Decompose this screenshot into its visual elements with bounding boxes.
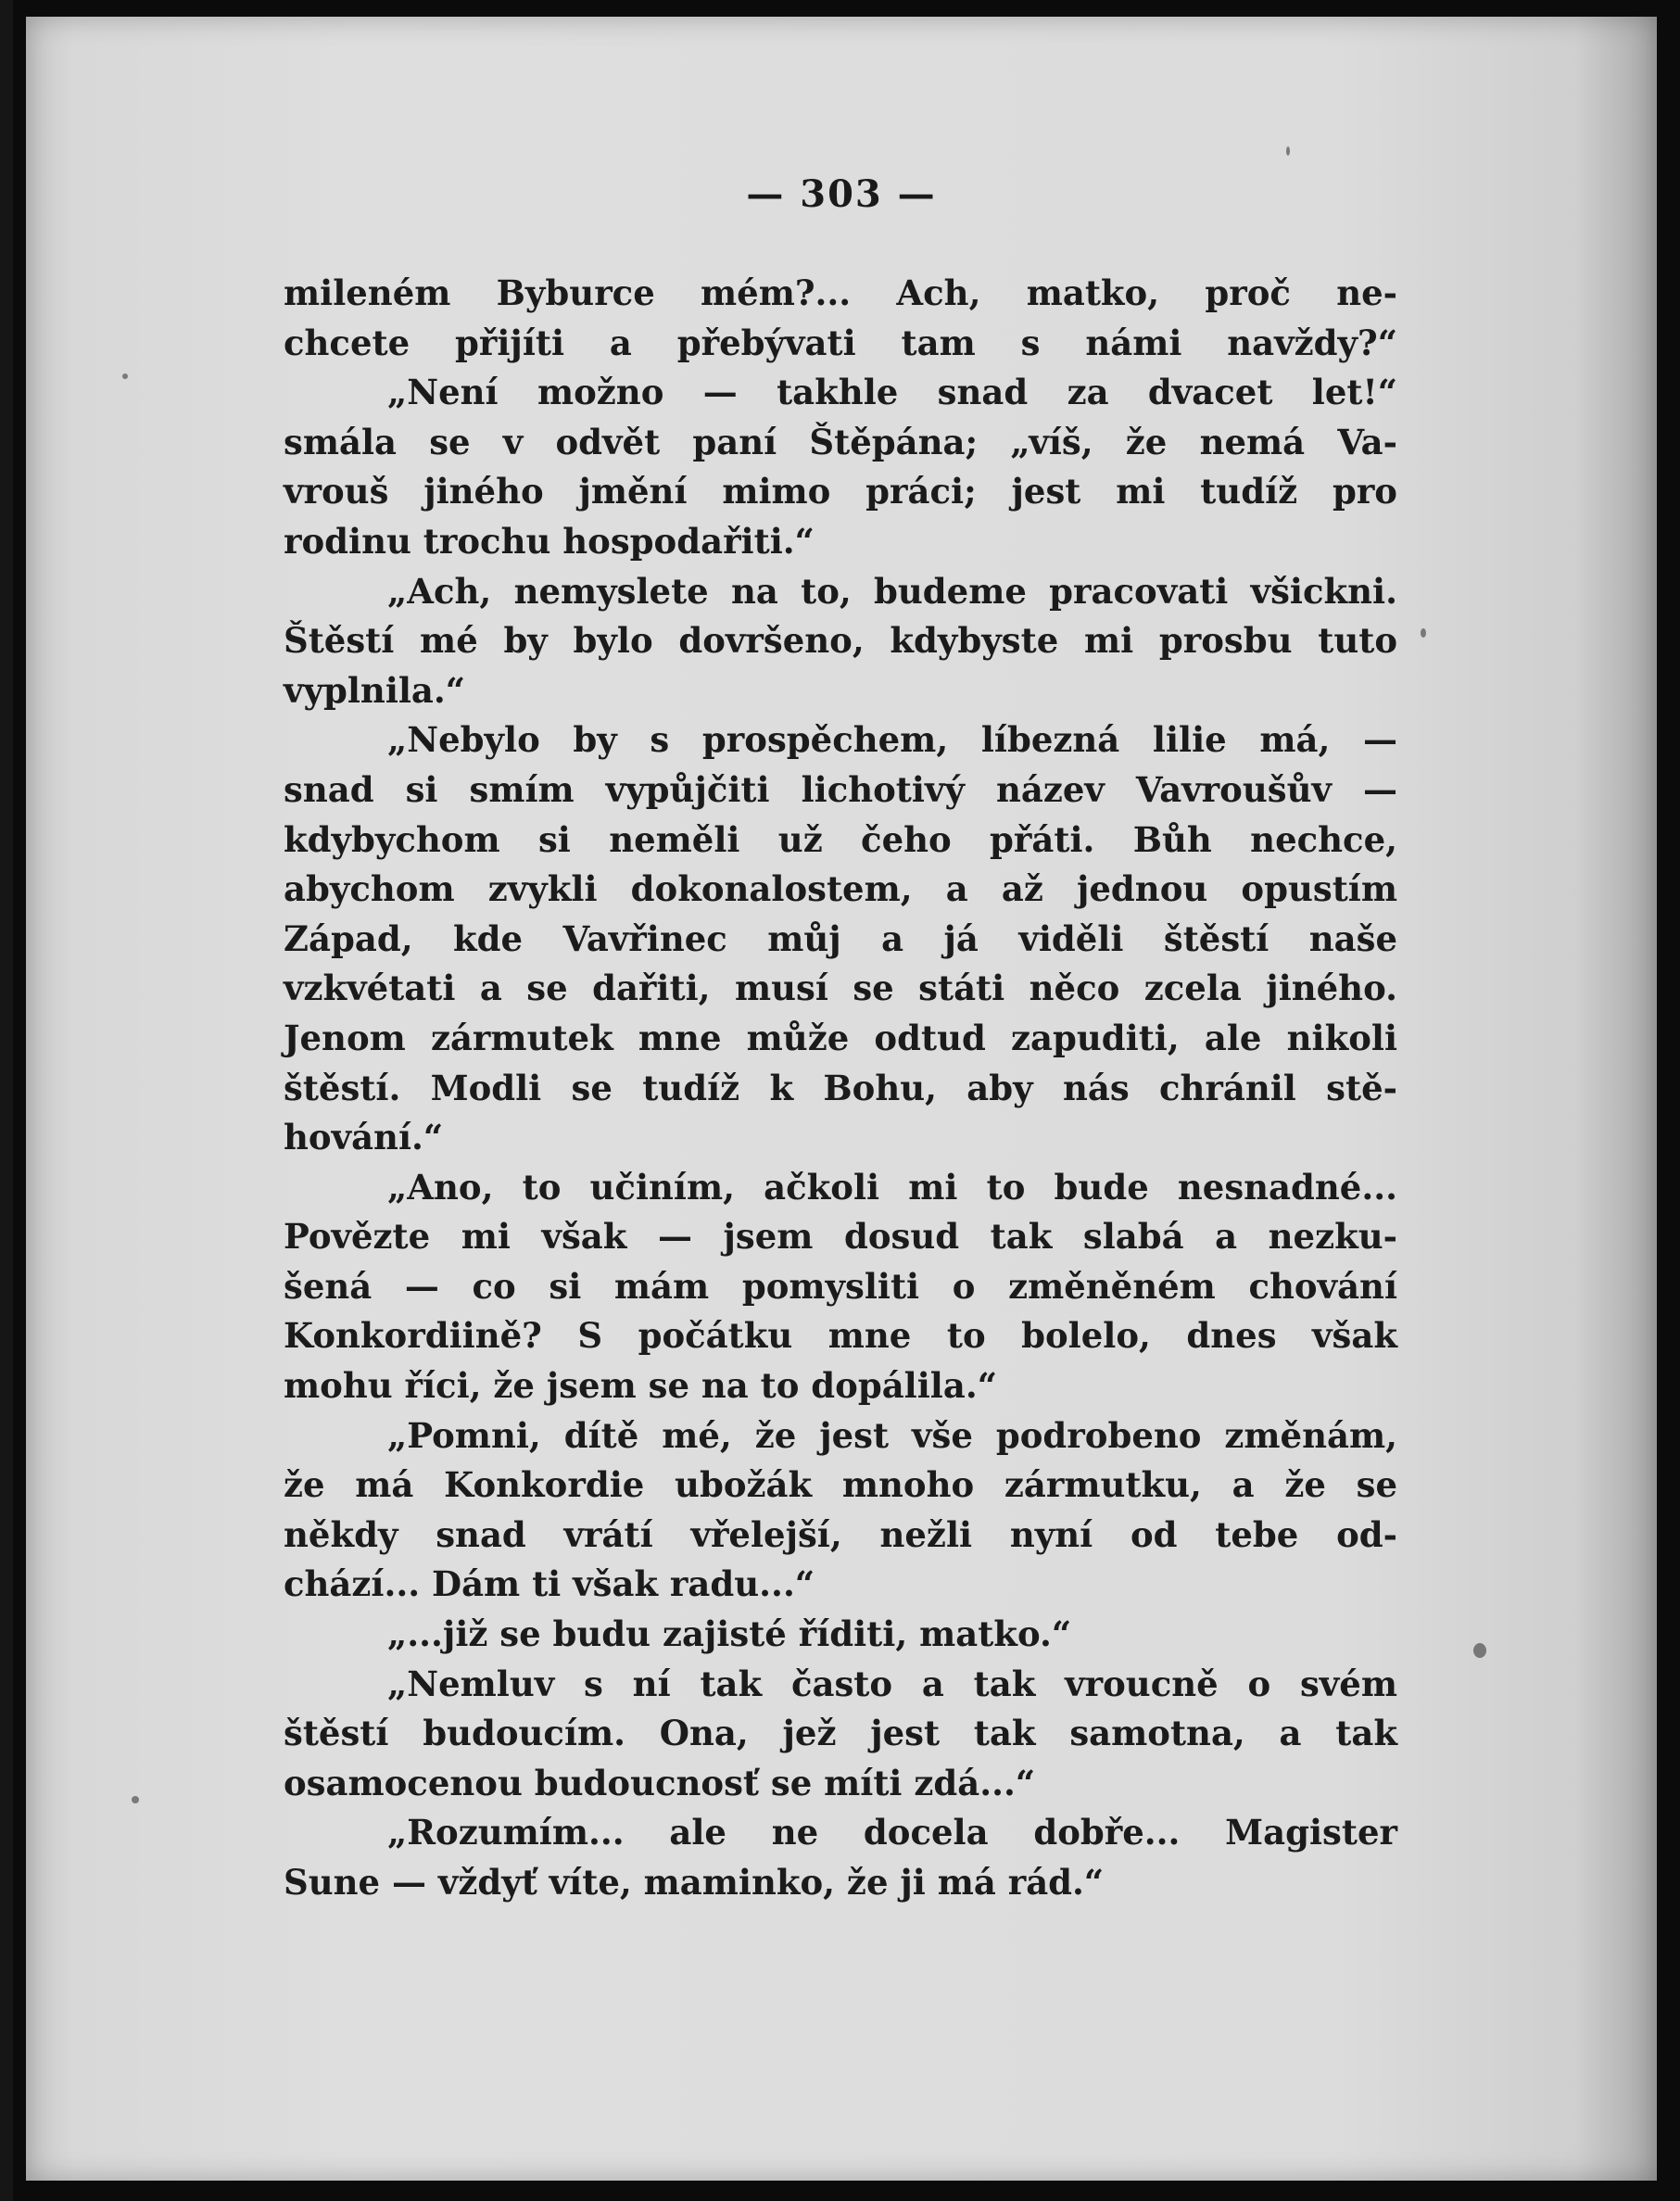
text-line: „Nemluv s ní tak často a tak vroucně o svém xyxy=(387,1663,1397,1704)
paper-speck xyxy=(1421,628,1426,638)
text-line: Konkordiině? S počátku mne to bolelo, dnes však xyxy=(284,1315,1397,1357)
text-line: Západ, kde Vavřinec můj a já viděli štěstí naše xyxy=(284,917,1397,959)
text-line: abychom zvykli dokonalostem, a až jednou opustím xyxy=(284,868,1397,910)
book-page xyxy=(26,17,1657,2181)
text-line: „Není možno — takhle snad za dvacet let!“ xyxy=(387,372,1397,413)
text-line: štěstí budoucím. Ona, jež jest tak samotna, a tak xyxy=(284,1713,1397,1754)
text-line: někdy snad vrátí vřelejší, nežli nyní od tebe od- xyxy=(284,1513,1397,1555)
text-line: „Rozumím... ale ne docela dobře... Magister xyxy=(387,1812,1397,1853)
paper-speck xyxy=(1473,1643,1486,1658)
text-line: šená — co si mám pomysliti o změněném chování xyxy=(284,1265,1397,1307)
text-line: Sune — vždyť víte, maminko, že ji má rád.“ xyxy=(284,1862,1105,1903)
text-line: hování.“ xyxy=(284,1117,444,1158)
text-line: mileném Byburce mém?... Ach, matko, proč ne- xyxy=(284,272,1397,313)
text-line: chcete přijíti a přebývati tam s námi navždy?“ xyxy=(284,322,1397,363)
body-text xyxy=(284,269,1397,1908)
text-line: „Ano, to učiním, ačkoli mi to bude nesnadné... xyxy=(387,1166,1397,1208)
text-line: kdybychom si neměli už čeho přáti. Bůh nechce, xyxy=(284,818,1397,860)
text-line: osamocenou budoucnosť se míti zdá...“ xyxy=(284,1762,1036,1803)
text-line: rodinu trochu hospodařiti.“ xyxy=(284,520,815,562)
text-line: štěstí. Modli se tudíž k Bohu, aby nás chránil stě- xyxy=(284,1067,1397,1108)
text-line: „Ach, nemyslete na to, budeme pracovati všickni. xyxy=(387,570,1397,612)
text-line: že má Konkordie ubožák mnoho zármutku, a že se xyxy=(284,1464,1397,1506)
book-binding-edge xyxy=(0,0,13,2201)
text-line: Povězte mi však — jsem dosud tak slabá a nezku- xyxy=(284,1216,1397,1258)
paper-speck xyxy=(1286,146,1290,156)
text-line: „Nebylo by s prospěchem, líbezná lilie má, — xyxy=(387,719,1397,761)
text-line: smála se v odvět paní Štěpána; „víš, že nemá Va- xyxy=(284,421,1397,462)
paper-speck xyxy=(122,373,128,379)
page-number: — 303 — xyxy=(746,172,937,216)
text-line: vzkvétati a se dařiti, musí se státi něco zcela jiného. xyxy=(284,968,1397,1009)
text-line: mohu říci, že jsem se na to dopálila.“ xyxy=(284,1365,997,1407)
text-line: snad si smím vypůjčiti lichotivý název Vavroušův — xyxy=(284,768,1397,810)
text-line: „Pomni, dítě mé, že jest vše podrobeno změnám, xyxy=(387,1414,1397,1456)
text-line: „...již se budu zajisté říditi, matko.“ xyxy=(387,1613,1072,1655)
text-line: chází... Dám ti však radu...“ xyxy=(284,1563,815,1605)
paper-speck xyxy=(132,1796,139,1803)
text-line: Jenom zármutek mne může odtud zapuditi, ale nikoli xyxy=(284,1017,1397,1058)
text-line: vrouš jiného jmění mimo práci; jest mi tudíž pro xyxy=(284,471,1397,512)
text-line: vyplnila.“ xyxy=(284,669,466,711)
text-line: Štěstí mé by bylo dovršeno, kdybyste mi prosbu tuto xyxy=(284,620,1397,662)
